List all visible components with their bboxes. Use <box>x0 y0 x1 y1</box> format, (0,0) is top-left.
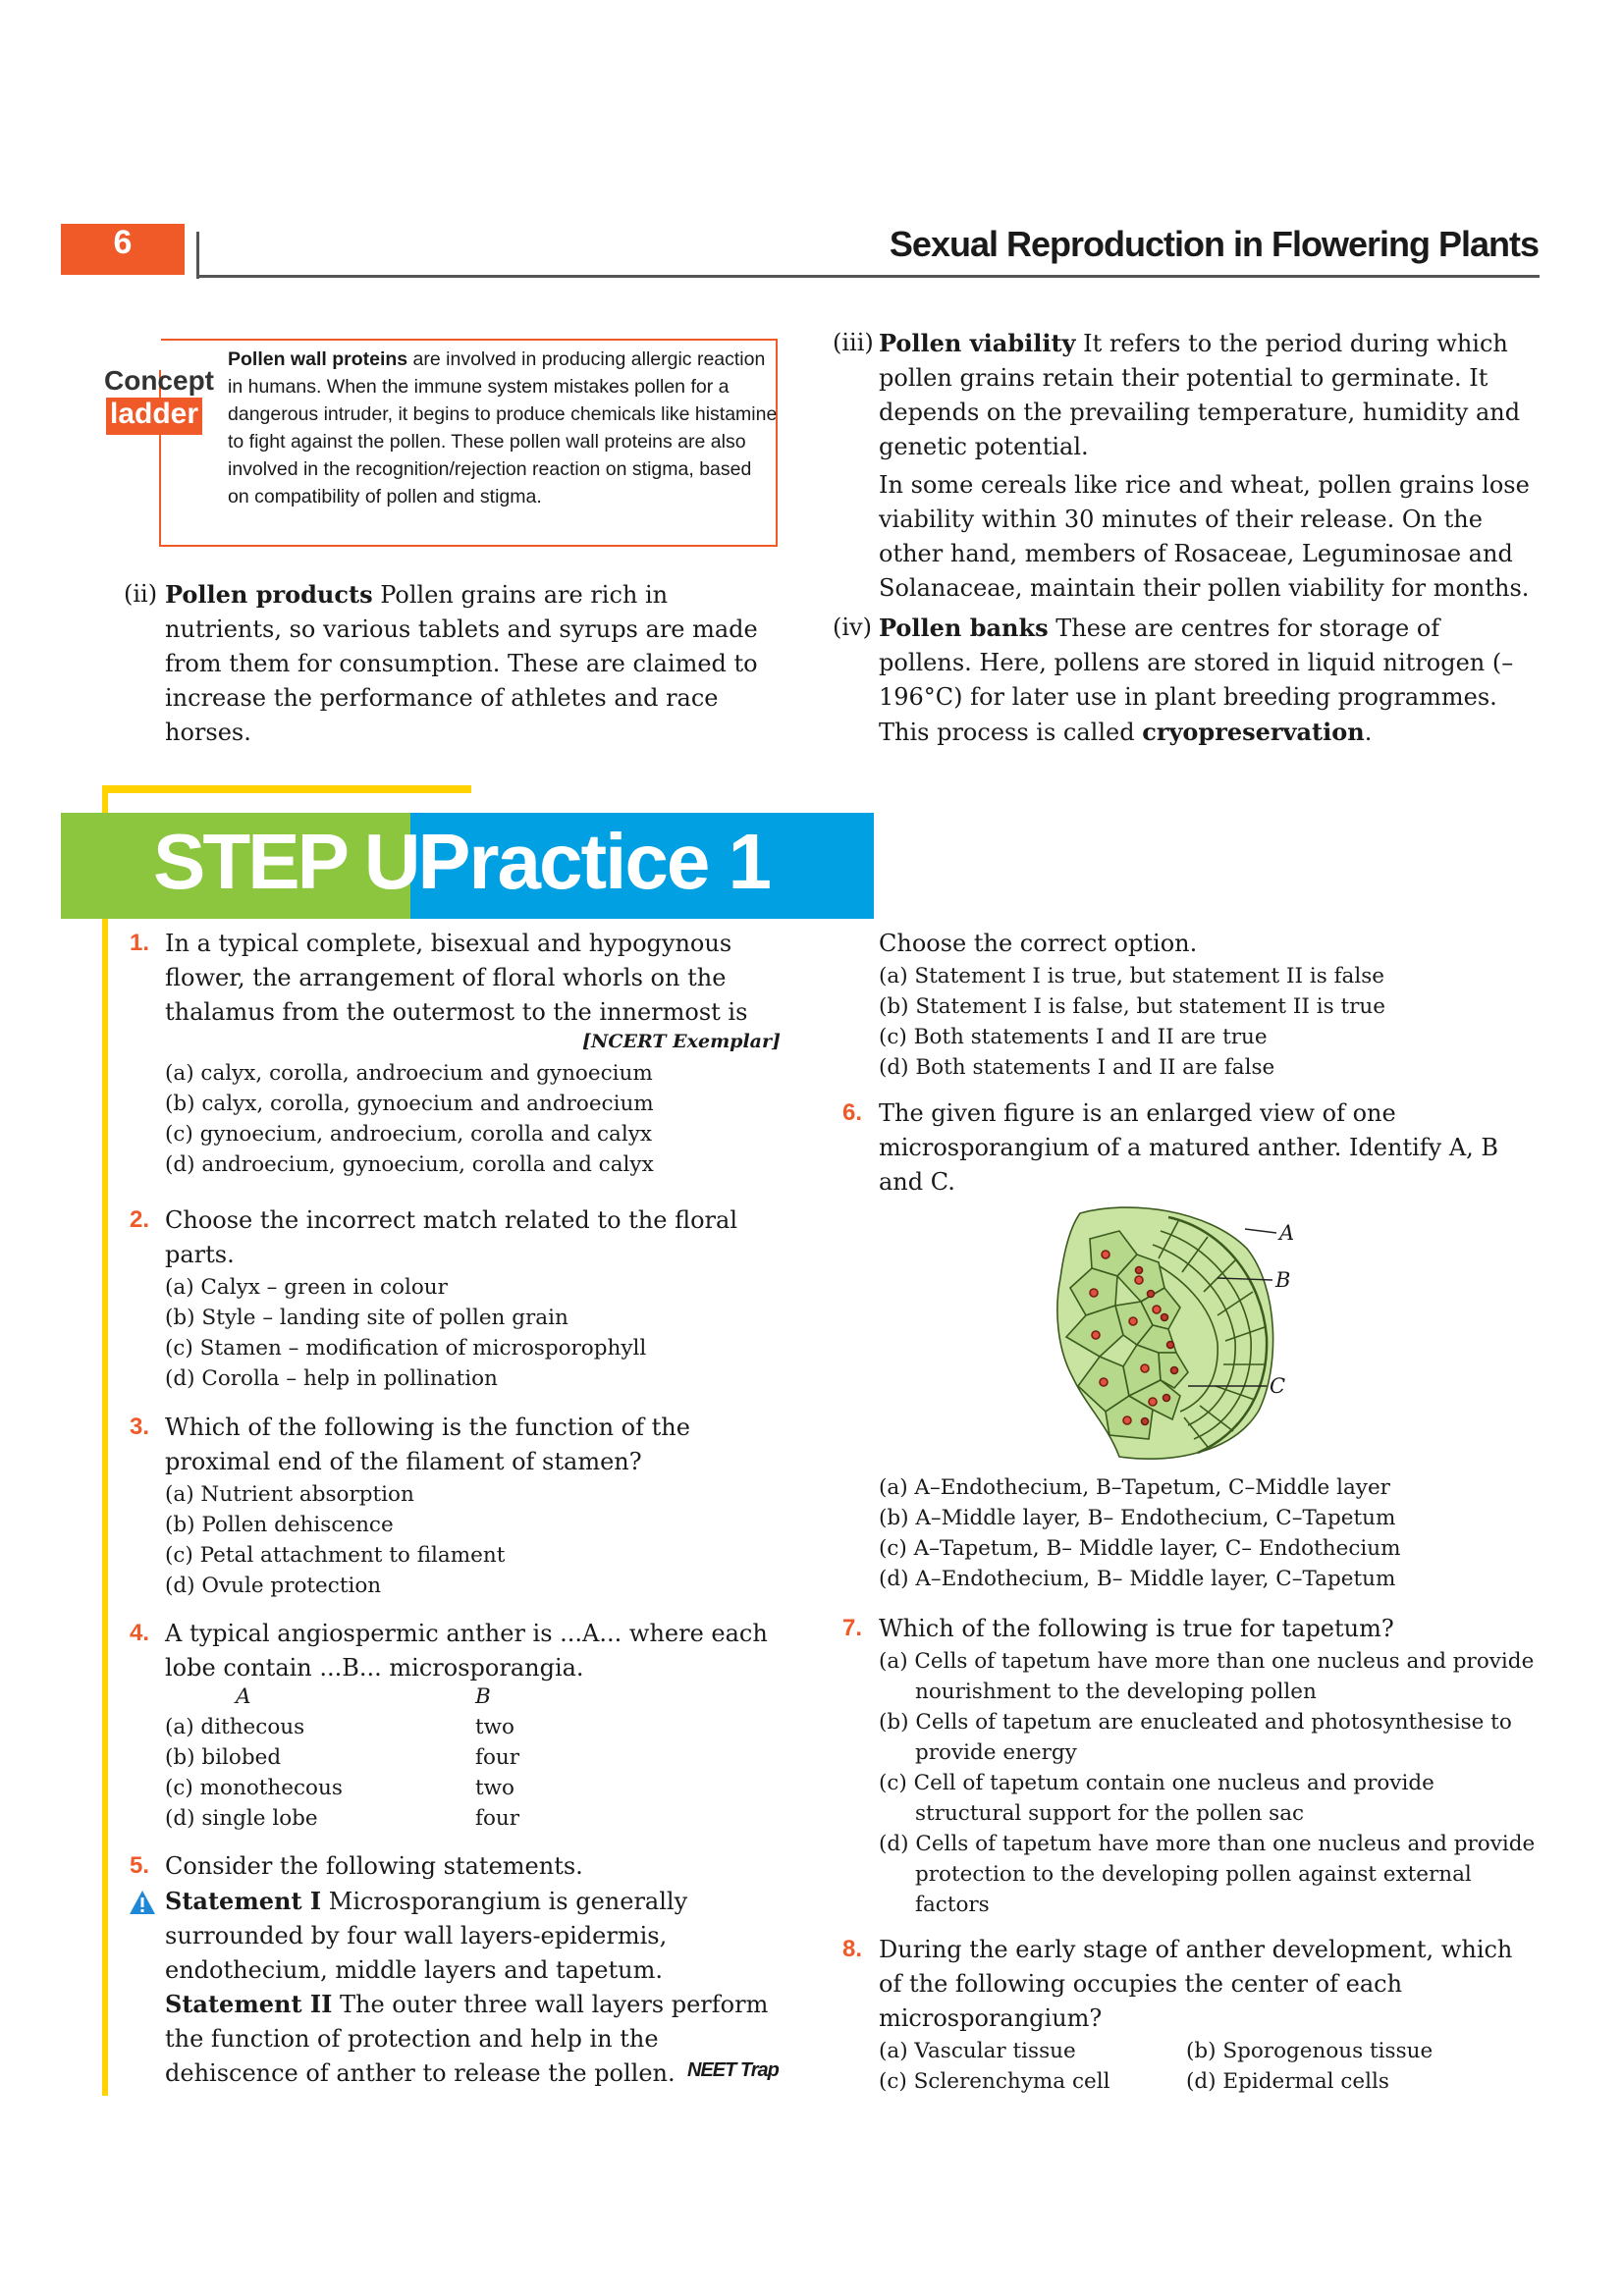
left-column-accent-line <box>102 785 108 2096</box>
q3-option-d[interactable]: (d) Ovule protection <box>165 1574 382 1598</box>
q3-option-b[interactable]: (b) Pollen dehiscence <box>165 1513 394 1537</box>
q3-option-a[interactable]: (a) Nutrient absorption <box>165 1482 414 1507</box>
q3-text: Which of the following is the function of the proximal end of the filament of stamen? <box>165 1414 690 1475</box>
q7-number: 7. <box>842 1615 863 1641</box>
q2-option-b[interactable]: (b) Style – landing site of pollen grain <box>165 1306 568 1330</box>
q5-option-d[interactable]: (d) Both statements I and II are false <box>879 1055 1275 1080</box>
q5-statement-2-text: The outer three wall layers perform the function of protection and help in the dehiscence of anther to release the pollen. <box>165 1991 769 2087</box>
concept-ladder-label-bottom: ladder <box>106 398 202 435</box>
q5-option-c[interactable]: (c) Both statements I and II are true <box>879 1025 1268 1049</box>
q6-text: The given figure is an enlarged view of one microsporangium of a matured anther. Identify A, B and C. <box>879 1099 1499 1196</box>
item-iii-text: It refers to the period during which pollen grains retain their potential to germinate. It depends on the prevailing temperature, humidity and genetic potential. <box>879 330 1521 460</box>
q1-text: In a typical complete, bisexual and hypogynous flower, the arrangement of floral whorls on the thalamus from the outermost to the innermost is <box>165 930 748 1026</box>
q4-option-b[interactable]: (b) bilobed <box>165 1745 282 1770</box>
q4-column-b-header: B <box>475 1684 491 1709</box>
q4-number: 4. <box>130 1620 150 1646</box>
q8-text: During the early stage of anther development, which of the following occupies the center of each microsporangium? <box>879 1936 1513 2032</box>
concept-ladder-body: are involved in producing allergic reaction in humans. When the immune system mistakes pollen for a dangerous intruder, it begins to produce chemicals like histamine to fight against the pollen. These pollen wall proteins are also involved in the recognition/rejection reaction on stigma, based on compatibility of pollen and stigma. <box>228 348 778 507</box>
q1-number: 1. <box>130 930 150 956</box>
chapter-title: Sexual Reproduction in Flowering Plants <box>889 224 1539 264</box>
q2-option-d[interactable]: (d) Corolla – help in pollination <box>165 1366 498 1391</box>
q2-option-c[interactable]: (c) Stamen – modification of microsporophyll <box>165 1336 647 1361</box>
q8-option-d[interactable]: (d) Epidermal cells <box>1186 2069 1389 2094</box>
q4-option-a-value: two <box>475 1715 514 1739</box>
q4-option-c-value: two <box>475 1776 514 1800</box>
q8-number: 8. <box>842 1936 863 1962</box>
header-divider-vertical <box>196 232 199 279</box>
q5-choose-prompt: Choose the correct option. <box>879 930 1198 957</box>
q7-option-c[interactable]: (c) Cell of tapetum contain one nucleus and provide structural support for the pollen sac <box>879 1771 1434 1826</box>
q4-option-c[interactable]: (c) monothecous <box>165 1776 343 1800</box>
q8-option-b[interactable]: (b) Sporogenous tissue <box>1186 2039 1434 2063</box>
item-ii-text: Pollen grains are rich in nutrients, so various tablets and syrups are made from them for consumption. These are claimed to increase the performance of athletes and race horses. <box>165 581 758 746</box>
q1-option-b[interactable]: (b) calyx, corolla, gynoecium and androecium <box>165 1092 654 1116</box>
q8-options-right <box>1186 2036 1520 2097</box>
q4-option-b-value: four <box>475 1745 520 1770</box>
concept-ladder-lead: Pollen wall proteins <box>228 348 408 370</box>
q4-options <box>165 1712 518 1834</box>
q7-text: Which of the following is true for tapetum? <box>879 1615 1394 1642</box>
warning-icon <box>128 1889 157 1916</box>
q6-options <box>879 1472 1527 1594</box>
q7-option-d[interactable]: (d) Cells of tapetum have more than one nucleus and provide protection to the developing pollen against external factors <box>879 1832 1536 1917</box>
q5-option-a[interactable]: (a) Statement I is true, but statement II is false <box>879 964 1384 988</box>
item-iii-title: Pollen viability <box>879 329 1076 357</box>
concept-ladder-text <box>228 346 778 510</box>
q5-number: 5. <box>130 1852 150 1879</box>
q3-number: 3. <box>130 1414 150 1440</box>
q4-option-d-value: four <box>475 1806 520 1831</box>
q1-option-c[interactable]: (c) gynoecium, androecium, corolla and calyx <box>165 1122 652 1147</box>
item-iii-paragraph <box>879 326 1535 464</box>
q5-options <box>879 961 1527 1083</box>
item-ii-number: (ii) <box>124 580 158 608</box>
q3-option-c[interactable]: (c) Petal attachment to filament <box>165 1543 506 1568</box>
banner-accent-line <box>102 785 471 793</box>
item-iv-bold-term: cryopreservation <box>1142 718 1365 746</box>
banner-practice: Practice 1 <box>418 818 771 905</box>
figure-label-b: B <box>1275 1268 1291 1292</box>
q4-text: A typical angiospermic anther is ...A... where each lobe contain ...B... microsporangia. <box>165 1620 768 1682</box>
q8-option-a[interactable]: (a) Vascular tissue <box>879 2039 1076 2063</box>
q4-option-a[interactable]: (a) dithecous <box>165 1715 305 1739</box>
neet-trap-tag: NEET Trap <box>687 2059 779 2081</box>
item-iv-paragraph <box>879 611 1535 750</box>
q7-options <box>879 1646 1537 1920</box>
q3-options <box>165 1479 774 1601</box>
q1-option-d[interactable]: (d) androecium, gynoecium, corolla and calyx <box>165 1152 654 1177</box>
q2-number: 2. <box>130 1206 150 1233</box>
banner-step-up: STEP UP <box>153 818 467 905</box>
q5-statement-1-text: Microsporangium is generally surrounded by four wall layers-epidermis, endothecium, middle layers and tapetum. <box>165 1888 688 1984</box>
q1-source-tag: [NCERT Exemplar] <box>582 1031 781 1052</box>
figure-label-a: A <box>1279 1221 1295 1245</box>
q4-option-values <box>475 1712 672 1834</box>
q6-option-b[interactable]: (b) A–Middle layer, B– Endothecium, C–Tapetum <box>879 1506 1396 1530</box>
q8-option-c[interactable]: (c) Sclerenchyma cell <box>879 2069 1110 2094</box>
q1-option-a[interactable]: (a) calyx, corolla, androecium and gynoecium <box>165 1061 653 1086</box>
q7-option-b[interactable]: (b) Cells of tapetum are enucleated and photosynthesise to provide energy <box>879 1710 1512 1765</box>
q7-option-a[interactable]: (a) Cells of tapetum have more than one nucleus and provide nourishment to the developing pollen <box>879 1649 1535 1704</box>
q8-options-left <box>879 2036 1183 2097</box>
q2-options <box>165 1272 774 1394</box>
item-iii-number: (iii) <box>833 329 874 356</box>
q2-text: Choose the incorrect match related to the floral parts. <box>165 1206 737 1268</box>
item-iv-end: . <box>1364 719 1373 746</box>
q5-text: Consider the following statements. <box>165 1852 583 1880</box>
q5-option-b[interactable]: (b) Statement I is false, but statement II is true <box>879 994 1385 1019</box>
q6-option-c[interactable]: (c) A–Tapetum, B– Middle layer, C– Endothecium <box>879 1536 1401 1561</box>
q4-option-d[interactable]: (d) single lobe <box>165 1806 318 1831</box>
q5-statement-2-label: Statement II <box>165 1990 333 2018</box>
item-iv-number: (iv) <box>833 614 872 641</box>
q5-statement-1 <box>165 1884 774 1988</box>
figure-label-c: C <box>1270 1374 1286 1398</box>
item-iv-text: These are centres for storage of pollens. Here, pollens are stored in liquid nitrogen (–196°C) for later use in plant breeding programmes. This process is called <box>879 614 1514 746</box>
item-ii-title: Pollen products <box>165 580 373 609</box>
q5-statement-2 <box>165 1987 774 2091</box>
item-iv-title: Pollen banks <box>879 614 1049 642</box>
microsporangium-figure <box>1051 1200 1296 1467</box>
q5-statement-1-label: Statement I <box>165 1887 322 1915</box>
q6-option-a[interactable]: (a) A–Endothecium, B–Tapetum, C–Middle layer <box>879 1475 1390 1500</box>
q6-option-d[interactable]: (d) A–Endothecium, B– Middle layer, C–Tapetum <box>879 1567 1396 1591</box>
page-number: 6 <box>113 224 133 261</box>
item-iii-paragraph-2: In some cereals like rice and wheat, pollen grains lose viability within 30 minutes of their release. On the other hand, members of Rosaceae, Leguminosae and Solanaceae, maintain their pollen viability for months. <box>879 471 1530 602</box>
q4-column-a-header: A <box>236 1684 251 1709</box>
q2-option-a[interactable]: (a) Calyx – green in colour <box>165 1275 448 1300</box>
q6-number: 6. <box>842 1099 863 1126</box>
item-ii-paragraph <box>165 577 774 750</box>
concept-ladder-label-top: Concept <box>104 365 214 396</box>
q1-options <box>165 1058 774 1180</box>
header-divider-horizontal <box>196 275 1540 278</box>
